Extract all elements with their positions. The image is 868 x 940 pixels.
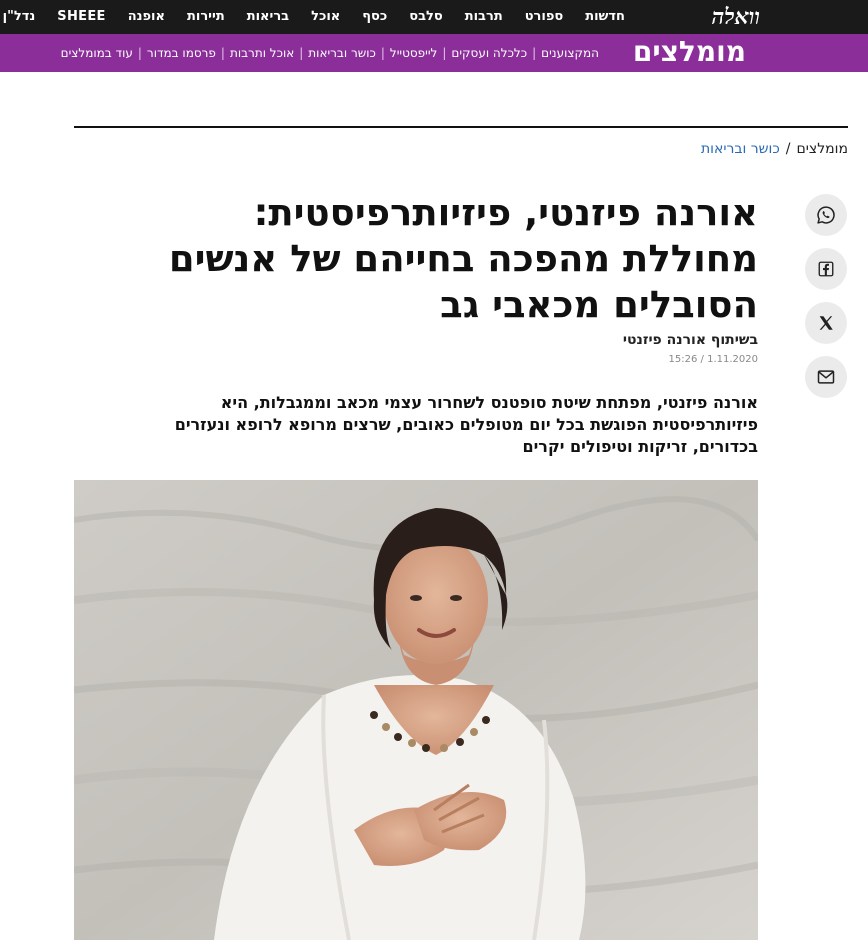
section-separator: |	[220, 46, 225, 60]
share-x-button[interactable]	[805, 302, 847, 344]
breadcrumb-separator: /	[785, 141, 791, 157]
whatsapp-icon	[816, 205, 836, 225]
share-whatsapp-button[interactable]	[805, 194, 847, 236]
section-separator: |	[299, 46, 304, 60]
section-title[interactable]: מומלצים	[632, 35, 746, 68]
article-headline	[98, 190, 758, 328]
nav-item-realestate[interactable]: נדל"ן	[2, 9, 36, 24]
header-divider	[74, 126, 848, 128]
section-item-more[interactable]: עוד במומלצים	[60, 46, 133, 60]
headline-line-3: הסובלים מכאבי גב	[440, 283, 758, 326]
mail-icon	[816, 367, 836, 387]
nav-item-news[interactable]: חדשות	[585, 9, 625, 24]
article-hero-photo	[74, 480, 758, 940]
breadcrumb-category[interactable]: כושר ובריאות	[700, 141, 780, 157]
nav-item-fashion[interactable]: אופנה	[127, 9, 165, 24]
share-facebook-button[interactable]	[805, 248, 847, 290]
nav-item-sheee[interactable]: SHEEE	[57, 9, 106, 24]
hero-photo-illustration	[74, 480, 758, 940]
date-separator: /	[700, 354, 704, 365]
main-nav	[0, 0, 636, 34]
nav-item-sport[interactable]: ספורט	[524, 9, 564, 24]
nav-item-food[interactable]: אוכל	[311, 9, 341, 24]
section-item-pros[interactable]: המקצוענים	[541, 46, 599, 60]
section-separator: |	[137, 46, 142, 60]
nav-item-culture[interactable]: תרבות	[464, 9, 503, 24]
section-item-fitness[interactable]: כושר ובריאות	[308, 46, 376, 60]
article-date: 1.11.2020	[707, 354, 758, 365]
site-logo[interactable]: וואלה	[711, 4, 760, 30]
article-dateline	[669, 354, 758, 365]
nav-item-celebs[interactable]: סלבס	[409, 9, 443, 24]
breadcrumb-home[interactable]: מומלצים	[796, 141, 848, 157]
section-separator: |	[532, 46, 537, 60]
section-item-lifestyle[interactable]: לייפסטייל	[389, 46, 438, 60]
headline-line-1: אורנה פיזנטי, פיזיותרפיסטית:	[253, 191, 758, 234]
nav-item-health[interactable]: בריאות	[246, 9, 290, 24]
share-bar	[805, 194, 847, 398]
section-item-economy[interactable]: כלכלה ועסקים	[451, 46, 528, 60]
headline-line-2: מחוללת מהפכה בחייהם של אנשים	[168, 237, 758, 280]
section-nav	[56, 34, 604, 72]
section-bar	[0, 34, 868, 72]
x-icon	[817, 314, 835, 332]
article-lead: אורנה פיזנטי, מפתחת שיטת סופטנס לשחרור עצמי מכאב וממגבלות, היא פיזיותרפיסטית הפוגשת בכל יום מטופלים כאובים, שרצים מרופא לרופא ונעזרים בכדורים, זריקות וטיפולים יקרים	[174, 393, 758, 456]
facebook-icon	[817, 260, 835, 278]
breadcrumb	[701, 141, 848, 157]
article-time: 15:26	[668, 354, 698, 365]
article-byline: בשיתוף אורנה פיזנטי	[622, 332, 758, 348]
nav-item-money[interactable]: כסף	[362, 9, 388, 24]
nav-item-travel[interactable]: תיירות	[187, 9, 225, 24]
share-mail-button[interactable]	[805, 356, 847, 398]
section-separator: |	[442, 46, 447, 60]
section-separator: |	[380, 46, 385, 60]
top-navigation	[0, 0, 868, 34]
section-item-advertise[interactable]: פרסמו במדור	[146, 46, 216, 60]
section-item-food-culture[interactable]: אוכל ותרבות	[229, 46, 295, 60]
